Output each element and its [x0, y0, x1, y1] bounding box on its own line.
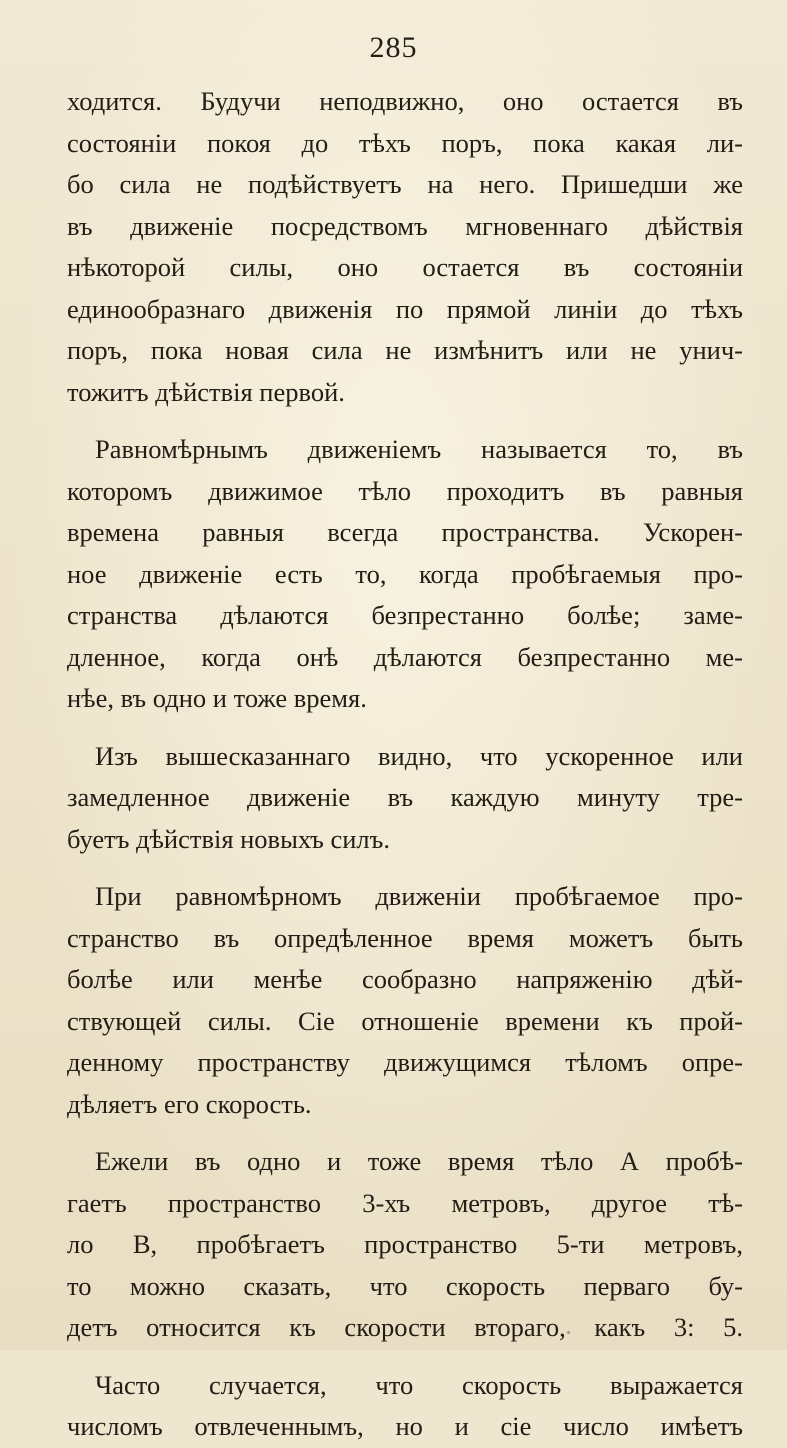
text-line: поръ, пока новая сила не измѣнитъ или не унич- [67, 335, 743, 365]
paper-speck [603, 622, 611, 624]
text-line: ное движеніе есть то, когда пробѣгаемыя про- [67, 558, 743, 589]
text-line: денному пространству движущимся тѣломъ опре- [67, 1047, 743, 1077]
text-line: Равномѣрнымъ движеніемъ называется то, въ [95, 434, 743, 464]
text-line: ствующей силы. Сіе отношеніе времени къ прой- [67, 1005, 743, 1036]
text-line: времена равныя всегда пространства. Ускорен- [67, 517, 743, 547]
text-line: въ движеніе посредствомъ мгновеннаго дѣйствія [67, 210, 743, 241]
text-line: Часто случается, что скорость выражается [95, 1369, 743, 1400]
paragraph [67, 1141, 743, 1349]
text-line: числомъ отвлеченнымъ, но и сіе число имѣетъ [67, 1411, 743, 1441]
text-line: то можно сказать, что скорость перваго бу- [67, 1270, 743, 1301]
paragraph [67, 736, 743, 861]
paper-speck [567, 1331, 570, 1334]
text-line: ло В, пробѣгаетъ пространство 5-ти метровъ, [67, 1229, 743, 1259]
text-line: дленное, когда онѣ дѣлаются безпрестанно ме- [67, 641, 743, 672]
text-line: состояніи покоя до тѣхъ поръ, пока какая ли- [67, 127, 743, 158]
text-line: гаетъ пространство 3-хъ метровъ, другое тѣ- [67, 1187, 743, 1218]
text-line: нѣе, въ одно и тоже время. [67, 683, 367, 713]
text-line: замедленное движеніе въ каждую минуту тре- [67, 782, 743, 812]
text-line: странства дѣлаются безпрестанно болѣе; заме- [67, 600, 743, 630]
text-line: единообразнаго движенія по прямой линіи до тѣхъ [67, 293, 743, 324]
text-line: тожитъ дѣйствія первой. [67, 376, 345, 407]
text-line: буетъ дѣйствія новыхъ силъ. [67, 823, 390, 854]
text-line: Ежели въ одно и тоже время тѣло А пробѣ- [95, 1146, 743, 1176]
paragraph [67, 81, 743, 413]
text-line: болѣе или менѣе сообразно напряженію дѣй- [67, 964, 743, 994]
text-line: детъ относится къ скорости втораго, какъ 3: 5. [67, 1312, 743, 1342]
text-line: нѣкоторой силы, оно остается въ состояніи [67, 252, 743, 282]
paragraph [67, 1365, 743, 1448]
text-line: бо сила не подѣйствуетъ на него. Пришедши же [67, 169, 743, 199]
text-line: дѣляетъ его скорость. [67, 1088, 312, 1119]
text-line: странство въ опредѣленное время можетъ быть [67, 922, 743, 953]
text-line: которомъ движимое тѣло проходитъ въ равныя [67, 475, 743, 506]
page-number: 285 [369, 31, 418, 64]
text-line: ходится. Будучи неподвижно, оно остается въ [67, 86, 743, 116]
text-line: Изъ вышесказаннаго видно, что ускоренное или [95, 740, 743, 771]
text-line: При равномѣрномъ движеніи пробѣгаемое про- [95, 881, 743, 911]
paragraph [67, 876, 743, 1125]
paragraph [67, 429, 743, 720]
body-text [67, 81, 743, 1448]
